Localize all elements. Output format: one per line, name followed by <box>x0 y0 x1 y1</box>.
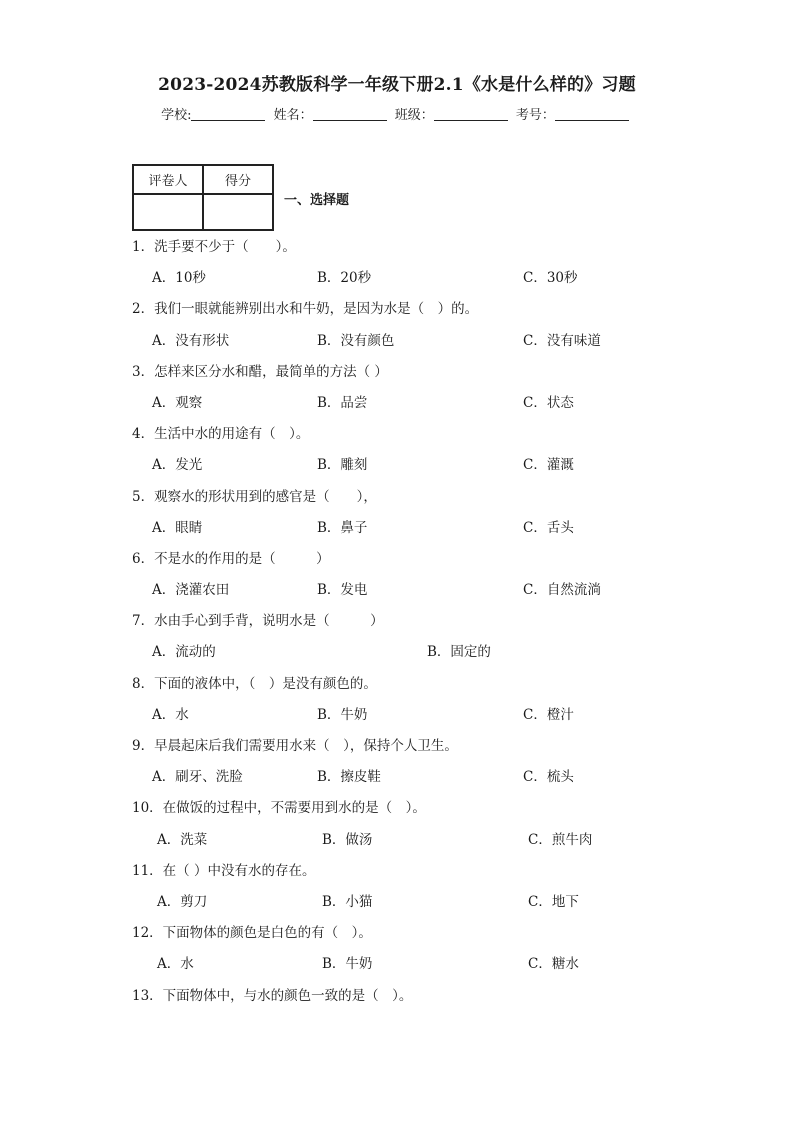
school-blank <box>191 108 265 121</box>
option-row <box>132 263 772 294</box>
grader-cell <box>133 194 203 230</box>
name-label: 姓名： <box>273 108 313 123</box>
option-c: C．梳头 <box>523 769 574 786</box>
score-cell <box>203 194 273 230</box>
option-a: A．浇灌农田 <box>152 582 230 599</box>
option-b: B．小猫 <box>322 893 373 910</box>
class-label: 班级： <box>394 108 434 123</box>
question-stem: 5．观察水的形状用到的感官是（ ）， <box>132 488 377 505</box>
option-a: A．流动的 <box>152 644 216 661</box>
grader-header: 评卷人 <box>133 165 203 194</box>
option-a: A．观察 <box>152 394 203 411</box>
question-stem: 8．下面的液体中，（ ）是没有颜色的。 <box>132 675 377 692</box>
option-b: B．20秒 <box>317 270 372 287</box>
option-row <box>132 450 772 481</box>
score-header: 得分 <box>203 165 273 194</box>
option-c: C．橙汁 <box>523 706 574 723</box>
option-a: A．眼睛 <box>152 519 203 536</box>
option-row <box>132 887 772 918</box>
option-b: B．擦皮鞋 <box>317 769 381 786</box>
option-b: B．鼻子 <box>317 519 368 536</box>
question-list <box>132 232 772 1012</box>
question-stem: 11．在（ ）中没有水的存在。 <box>132 862 316 879</box>
option-row <box>132 825 772 856</box>
class-blank <box>434 108 508 121</box>
option-b: B．牛奶 <box>317 706 368 723</box>
question-stem: 9．早晨起床后我们需要用水来（ ），保持个人卫生。 <box>132 738 458 754</box>
question-stem: 12．下面物体的颜色是白色的有（ ）。 <box>132 925 372 942</box>
option-b: B．固定的 <box>427 644 491 661</box>
option-b: B．雕刻 <box>317 457 368 474</box>
question-stem: 13．下面物体中，与水的颜色一致的是（ ）。 <box>132 987 413 1004</box>
option-c: C．地下 <box>528 893 579 910</box>
option-c: C．舌头 <box>523 519 574 536</box>
name-blank <box>313 108 387 121</box>
option-c: C．灌溉 <box>523 457 574 474</box>
question-stem: 1．洗手要不少于（ ）。 <box>132 239 296 255</box>
score-table <box>132 164 274 231</box>
option-c: C．30秒 <box>523 270 578 287</box>
option-row <box>132 388 772 419</box>
question-stem: 4．生活中水的用途有（ ）。 <box>132 426 310 443</box>
option-a: A．刷牙、洗脸 <box>152 769 243 786</box>
option-row <box>132 513 772 544</box>
option-c: C．状态 <box>523 394 574 411</box>
option-row <box>132 700 772 731</box>
option-c: C．糖水 <box>528 956 579 973</box>
option-b: B．发电 <box>317 582 368 599</box>
option-b: B．做汤 <box>322 831 373 848</box>
student-info-line <box>0 104 794 123</box>
option-a: A．洗菜 <box>157 831 208 848</box>
option-b: B．品尝 <box>317 394 368 411</box>
option-c: C．煎牛肉 <box>528 831 593 848</box>
option-a: A．水 <box>152 706 189 723</box>
section-title: 一、选择题 <box>284 193 350 208</box>
question-stem: 7．水由手心到手背，说明水是（ ） <box>132 613 384 630</box>
exam-number-label: 考号： <box>515 108 555 123</box>
option-a: A．发光 <box>152 457 203 474</box>
option-row <box>132 575 772 606</box>
question-stem: 6．不是水的作用的是（ ） <box>132 550 330 567</box>
option-c: C．没有味道 <box>523 332 601 349</box>
exam-number-blank <box>555 108 629 121</box>
option-row <box>132 637 772 668</box>
option-c: C．自然流淌 <box>523 582 601 599</box>
question-stem: 3．怎样来区分水和醋，最简单的方法（ ） <box>132 363 388 380</box>
option-b: B．没有颜色 <box>317 332 395 349</box>
option-a: A．10秒 <box>152 270 206 287</box>
option-row <box>132 762 772 793</box>
option-row <box>132 949 772 980</box>
question-stem: 10．在做饭的过程中，不需要用到水的是（ ）。 <box>132 800 426 817</box>
option-a: A．没有形状 <box>152 332 230 349</box>
option-b: B．牛奶 <box>322 956 373 973</box>
option-a: A．剪刀 <box>157 893 208 910</box>
option-row <box>132 326 772 357</box>
question-stem: 2．我们一眼就能辨别出水和牛奶，是因为水是（ ）的。 <box>132 301 479 318</box>
school-label: 学校: <box>161 108 192 123</box>
page-title: 2023-2024苏教版科学一年级下册2.1《水是什么样的》习题 <box>158 75 636 95</box>
option-a: A．水 <box>157 956 194 973</box>
